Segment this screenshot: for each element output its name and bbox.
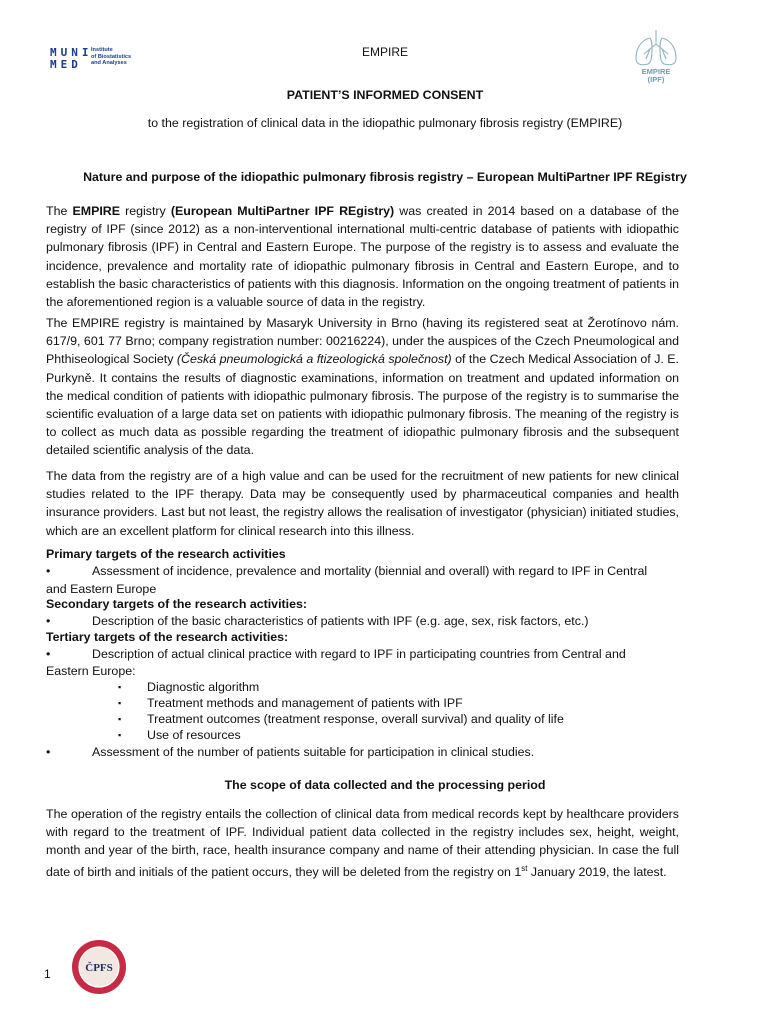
- sub-item-text: Treatment methods and management of patients with IPF: [147, 696, 463, 710]
- empire-logo-line1: EMPIRE: [641, 67, 671, 76]
- square-bullet-icon: ▪: [118, 698, 122, 708]
- bullet-icon: •: [46, 745, 51, 759]
- section-heading-scope: The scope of data collected and the processing period: [224, 778, 546, 792]
- tertiary-item-line1: Description of actual clinical practice with regard to IPF in participating countries from Central and: [92, 647, 626, 661]
- cpfs-seal-text: ČPFS: [85, 962, 113, 974]
- cpfs-seal-icon: [70, 938, 128, 996]
- square-bullet-icon: ▪: [118, 730, 122, 740]
- secondary-targets-heading: Secondary targets of the research activities:: [46, 597, 307, 611]
- sub-item-text: Treatment outcomes (treatment response, overall survival) and quality of life: [147, 712, 564, 726]
- document-title: PATIENT’S INFORMED CONSENT: [286, 88, 484, 102]
- sub-list-item: [0, 712, 770, 729]
- empire-ipf-logo: [630, 26, 682, 86]
- section-heading-nature: Nature and purpose of the idiopathic pulmonary fibrosis registry – European MultiPartner IPF REgistry: [83, 170, 687, 184]
- institute-line-3: and Analyses: [91, 60, 127, 66]
- list-item-primary: [0, 564, 770, 600]
- cpfs-seal-logo: [70, 938, 128, 996]
- sub-item-text: Diagnostic algorithm: [147, 680, 260, 694]
- primary-item-line1: Assessment of incidence, prevalence and mortality (biennial and overall) with regard to IPF in Central: [92, 564, 648, 578]
- tertiary-item-line2: Eastern Europe:: [46, 664, 136, 678]
- para1-mid: registry: [120, 204, 171, 218]
- paragraph-maintenance: [46, 314, 679, 460]
- bullet-icon: •: [46, 614, 51, 628]
- para4-pre: The operation of the registry entails the collection of clinical data from medical records kept by healthcare providers with regard to the treatment of IPF. Individual patient data collected in the registry includes sex, height, weight, month and year of the birth, race, health insurance company and name of their attending physician. In case the full date of birth and initials of the patient occurs, they will be deleted from the registry on 1: [46, 807, 679, 879]
- last-item: Assessment of the number of patients suitable for participation in clinical studies.: [92, 745, 535, 759]
- header-title: EMPIRE: [361, 45, 408, 59]
- bullet-icon: •: [46, 647, 51, 661]
- bullet-icon: •: [46, 564, 51, 578]
- para1-post: was created in 2014 based on a database of the registry of IPF (since 2012) as a non-interventional international multi-centric database of patients with idiopathic pulmonary fibrosis (IPF) in Central and Eastern Europe. The purpose of the registry is to assess and evaluate the incidence, prevalence and mortality rate of idiopathic pulmonary fibrosis in Central and Eastern Europe, and to establish the basic characteristics of patients with this diagnosis. Information on the ongoing treatment of patients in the aforementioned region is a valuable source of data in the registry.: [46, 204, 679, 310]
- paragraph-data-value: The data from the registry are of a high value and can be used for the recruitment of new patients for new clinical studies related to the IPF therapy. Data may be consequently used by pharmaceutical companies and health insurance providers. Last but not least, the registry allows the realisation of investigator (physician) initiated studies, which are an excellent platform for clinical research into this illness.: [46, 469, 679, 538]
- primary-item-line2: and Eastern Europe: [46, 582, 157, 596]
- list-item-tertiary: [0, 647, 770, 683]
- lungs-icon: [630, 26, 682, 86]
- square-bullet-icon: ▪: [118, 682, 122, 692]
- document-subtitle: to the registration of clinical data in the idiopathic pulmonary fibrosis registry (EMPIRE): [147, 116, 623, 130]
- muni-logo-bottom: MED: [50, 58, 82, 71]
- sub-list-item: [0, 728, 770, 745]
- square-bullet-icon: ▪: [118, 714, 122, 724]
- sub-list-item: [0, 680, 770, 697]
- secondary-item: Description of the basic characteristics of patients with IPF (e.g. age, sex, risk factors, etc.): [92, 614, 589, 628]
- para2-italic: (Česká pneumologická a ftizeologická společnost): [176, 352, 452, 367]
- para1-bold-empire: EMPIRE: [72, 204, 120, 218]
- paragraph-empire-intro: [46, 202, 679, 311]
- sub-item-text: Use of resources: [147, 728, 241, 742]
- institute-line-1: Institute: [91, 47, 113, 53]
- institute-line-2: of Biostatistics: [91, 53, 132, 60]
- muni-logo-top: MUNI: [50, 46, 93, 59]
- para4-post: January 2019, the latest.: [527, 864, 667, 879]
- para2-pre: The EMPIRE registry is maintained by Masaryk University in Brno (having its registered seat at Žerotínovo nám. 617/9, 601 77 Brno; company registration number: 00216224), under the auspices of the Czech Pneumological and Phthiseological Society: [46, 316, 679, 367]
- tertiary-sub-list: [0, 680, 770, 750]
- list-item-assessment: [0, 745, 770, 763]
- para2-post: of the Czech Medical Association of J. E. Purkyně. It contains the results of diagnostic examinations, information on treatment and updated information on the medical condition of patients with idiopathic pulmonary fibrosis. The purpose of the registry is to summarise the scientific evaluation of a large data set on patients with idiopathic pulmonary fibrosis. The meaning of the registry is to collect as much data as possible regarding the treatment of idiopathic pulmonary fibrosis and the subsequent detailed scientific analysis of the data.: [46, 352, 679, 458]
- sub-list-item: [0, 696, 770, 713]
- para4-sup: st: [521, 863, 528, 873]
- primary-targets-heading: Primary targets of the research activities: [46, 547, 286, 561]
- page-number: 1: [44, 967, 51, 981]
- para1-pre: The: [46, 204, 73, 218]
- empire-logo-line2: (IPF): [647, 75, 665, 84]
- tertiary-targets-heading: Tertiary targets of the research activities:: [46, 630, 289, 644]
- paragraph-data-scope: [46, 805, 679, 881]
- para1-bold-fullname: (European MultiPartner IPF REgistry): [170, 204, 395, 218]
